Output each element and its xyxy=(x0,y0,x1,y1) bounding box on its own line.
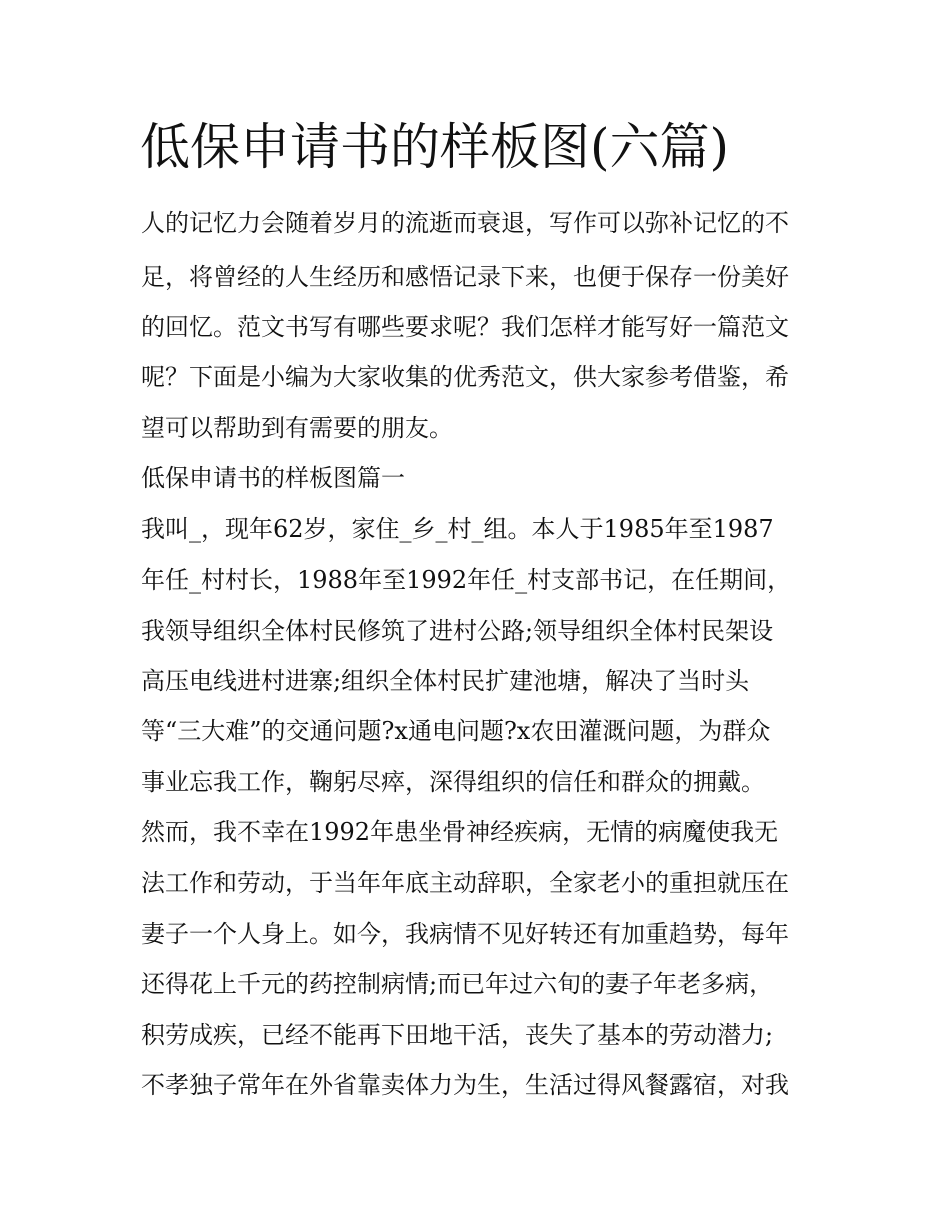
section-heading: 低保申请书的样板图篇一 xyxy=(141,464,405,492)
body-line: 年任_村村长，1988年至1992年任_村支部书记，在任期间， xyxy=(141,566,792,594)
body-line: 妻子一个人身上。如今，我病情不见好转还有加重趋势，每年 xyxy=(141,920,789,948)
body-line: 事业忘我工作，鞠躬尽瘁，深得组织的信任和群众的拥戴。 xyxy=(141,768,765,796)
body-line: 法工作和劳动，于当年年底主动辞职，全家老小的重担就压在 xyxy=(141,869,789,897)
body-line: 的回忆。范文书写有哪些要求呢？我们怎样才能写好一篇范文 xyxy=(141,313,789,341)
body-line: 然而，我不幸在1992年患坐骨神经疾病，无情的病魔使我无 xyxy=(141,818,779,846)
body-line: 呢？下面是小编为大家收集的优秀范文，供大家参考借鉴，希 xyxy=(141,363,789,391)
body-line: 等“三大难”的交通问题?x通电问题?x农田灌溉问题，为群众 xyxy=(141,717,771,745)
body-line: 望可以帮助到有需要的朋友。 xyxy=(141,414,453,442)
body-line: 不孝独子常年在外省靠卖体力为生，生活过得风餐露宿，对我 xyxy=(141,1071,789,1099)
body-line: 人的记忆力会随着岁月的流逝而衰退，写作可以弥补记忆的不 xyxy=(141,209,789,237)
body-line: 足，将曾经的人生经历和感悟记录下来，也便于保存一份美好 xyxy=(141,263,789,291)
body-line: 我叫_，现年62岁，家住_乡_村_组。本人于1985年至1987 xyxy=(141,515,774,543)
page-title: 低保申请书的样板图(六篇) xyxy=(140,118,730,176)
body-line: 积劳成疾，已经不能再下田地干活，丧失了基本的劳动潜力; xyxy=(141,1021,774,1049)
body-line: 还得花上千元的药控制病情;而已年过六旬的妻子年老多病， xyxy=(141,970,774,998)
body-line: 我领导组织全体村民修筑了进村公路;领导组织全体村民架设 xyxy=(141,617,774,645)
body-line: 高压电线进村进寨;组织全体村民扩建池塘，解决了当时头 xyxy=(141,667,750,695)
